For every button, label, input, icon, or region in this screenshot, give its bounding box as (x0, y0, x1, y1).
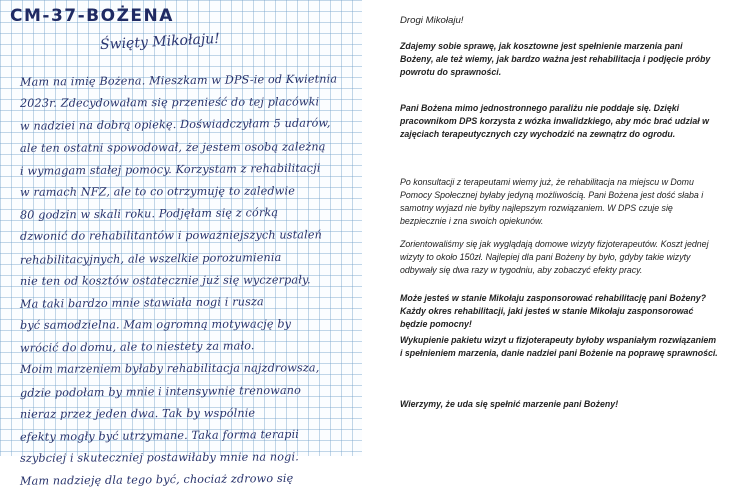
handwritten-line: w nadziei na dobrą opiekę. Doświadczyłam 5 udarów, (19, 116, 331, 134)
typed-closing: Wierzymy, że uda się spełnić marzenie pani Bożeny! (400, 399, 619, 409)
letter-reference-code: CM-37-BOŻENA (10, 6, 174, 26)
typed-paragraph-cost: Zdajemy sobie sprawę, jak kosztowne jest spełnienie marzenia pani Bożeny, ale też wiemy, jak bardzo ważna jest rehabilitacja i podjęcie próby powrotu do sprawności. (400, 41, 711, 77)
typed-paragraph-package: Wykupienie pakietu wizyt u fizjoterapeuty byłoby wspaniałym rozwiązaniem i spełnieniem marzenia, danie nadziei pani Bożenie na poprawę sprawności. (400, 335, 718, 358)
handwritten-line: nieraz przez jeden dwa. Tak by wspólnie (19, 406, 256, 421)
handwritten-line: być samodzielna. Mam ogromną motywację by (19, 317, 292, 332)
handwritten-line: 2023r. Zdecydowałam się przenieść do tej placówki (19, 95, 320, 111)
handwritten-line: szybciej i skuteczniej postawiłaby mnie na nogi. (19, 450, 299, 466)
handwritten-line: Ma taki bardzo mnie stawiała nogi i rusza (19, 295, 264, 311)
handwritten-line: nie ten od kosztów ostatecznie już się wyczerpały. (19, 273, 311, 288)
handwritten-line: gdzie podołam by mnie i intensywnie trenowano (19, 383, 302, 400)
handwritten-greeting: Święty Mikołaju! (99, 30, 221, 54)
handwritten-line: efekty mogły być utrzymane. Taka forma terapii (19, 427, 300, 444)
handwritten-line: Mam na imię Bożena. Mieszkam w DPS-ie od Kwietnia (19, 72, 338, 89)
typed-paragraph-sponsor: Może jesteś w stanie Mikołaju zasponsorować rehabilitację pani Bożeny? Każdy okres rehabilitacji, jaki jesteś w stanie Mikołaju zasponsorować będzie pomocny! (400, 293, 707, 329)
typed-paragraph-visits: Zorientowaliśmy się jak wyglądają domowe wizyty fizjoterapeutów. Koszt jednej wizyty to około 150zł. Najlepiej dla pani Bożeny by było, gdyby takie wizyty odbywały się dwa razy w tygodniu, aby zobaczyć efekty pracy. (400, 239, 709, 275)
handwritten-line: wrócić do domu, ale to niestety za mało. (19, 339, 255, 355)
handwritten-line: Moim marzeniem byłaby rehabilitacja najzdrowsza, (19, 361, 320, 377)
handwritten-letter (0, 0, 362, 489)
handwritten-body (20, 70, 350, 492)
handwritten-line: Mam nadzieję dla tego być, chociaż zdrowo się (19, 472, 294, 489)
typed-letter (368, 0, 730, 456)
handwritten-line: i wymagam stałej pomocy. Korzystam z rehabilitacji (19, 161, 321, 178)
typed-paragraph-consultation: Po konsultacji z terapeutami wiemy już, że rehabilitacja na miejscu w Domu Pomocy Społecznej byłaby jedyną możliwością. Pani Bożena jest dość słaba i samotny wyjazd nie byłby najlepszym rozwiązaniem. W DPS czuje się bezpiecznie i zna swoich opiekunów. (400, 177, 704, 226)
handwritten-line: dzwonić do rehabilitantów i poważniejszych ustaleń (19, 228, 322, 244)
handwritten-line: w ramach NFZ, ale to co otrzymuję to zaledwie (19, 184, 295, 199)
handwritten-line: rehabilitacyjnych, ale wszelkie porozumienia (19, 250, 282, 267)
typed-salutation: Drogi Mikołaju! (400, 15, 464, 26)
handwritten-line: ale ten ostatni spowodował, że jestem osobą zależną (19, 139, 326, 155)
handwritten-line: 80 godzin w skali roku. Podjęłam się z córką (19, 206, 279, 222)
typed-paragraph-paralysis: Pani Bożena mimo jednostronnego paraliżu nie poddaje się. Dzięki pracownikom DPS korzysta z wózka inwalidzkiego, aby móc brać udział w zajęciach terapeutycznych czy wychodzić na zewnątrz do ogrodu. (400, 103, 709, 139)
